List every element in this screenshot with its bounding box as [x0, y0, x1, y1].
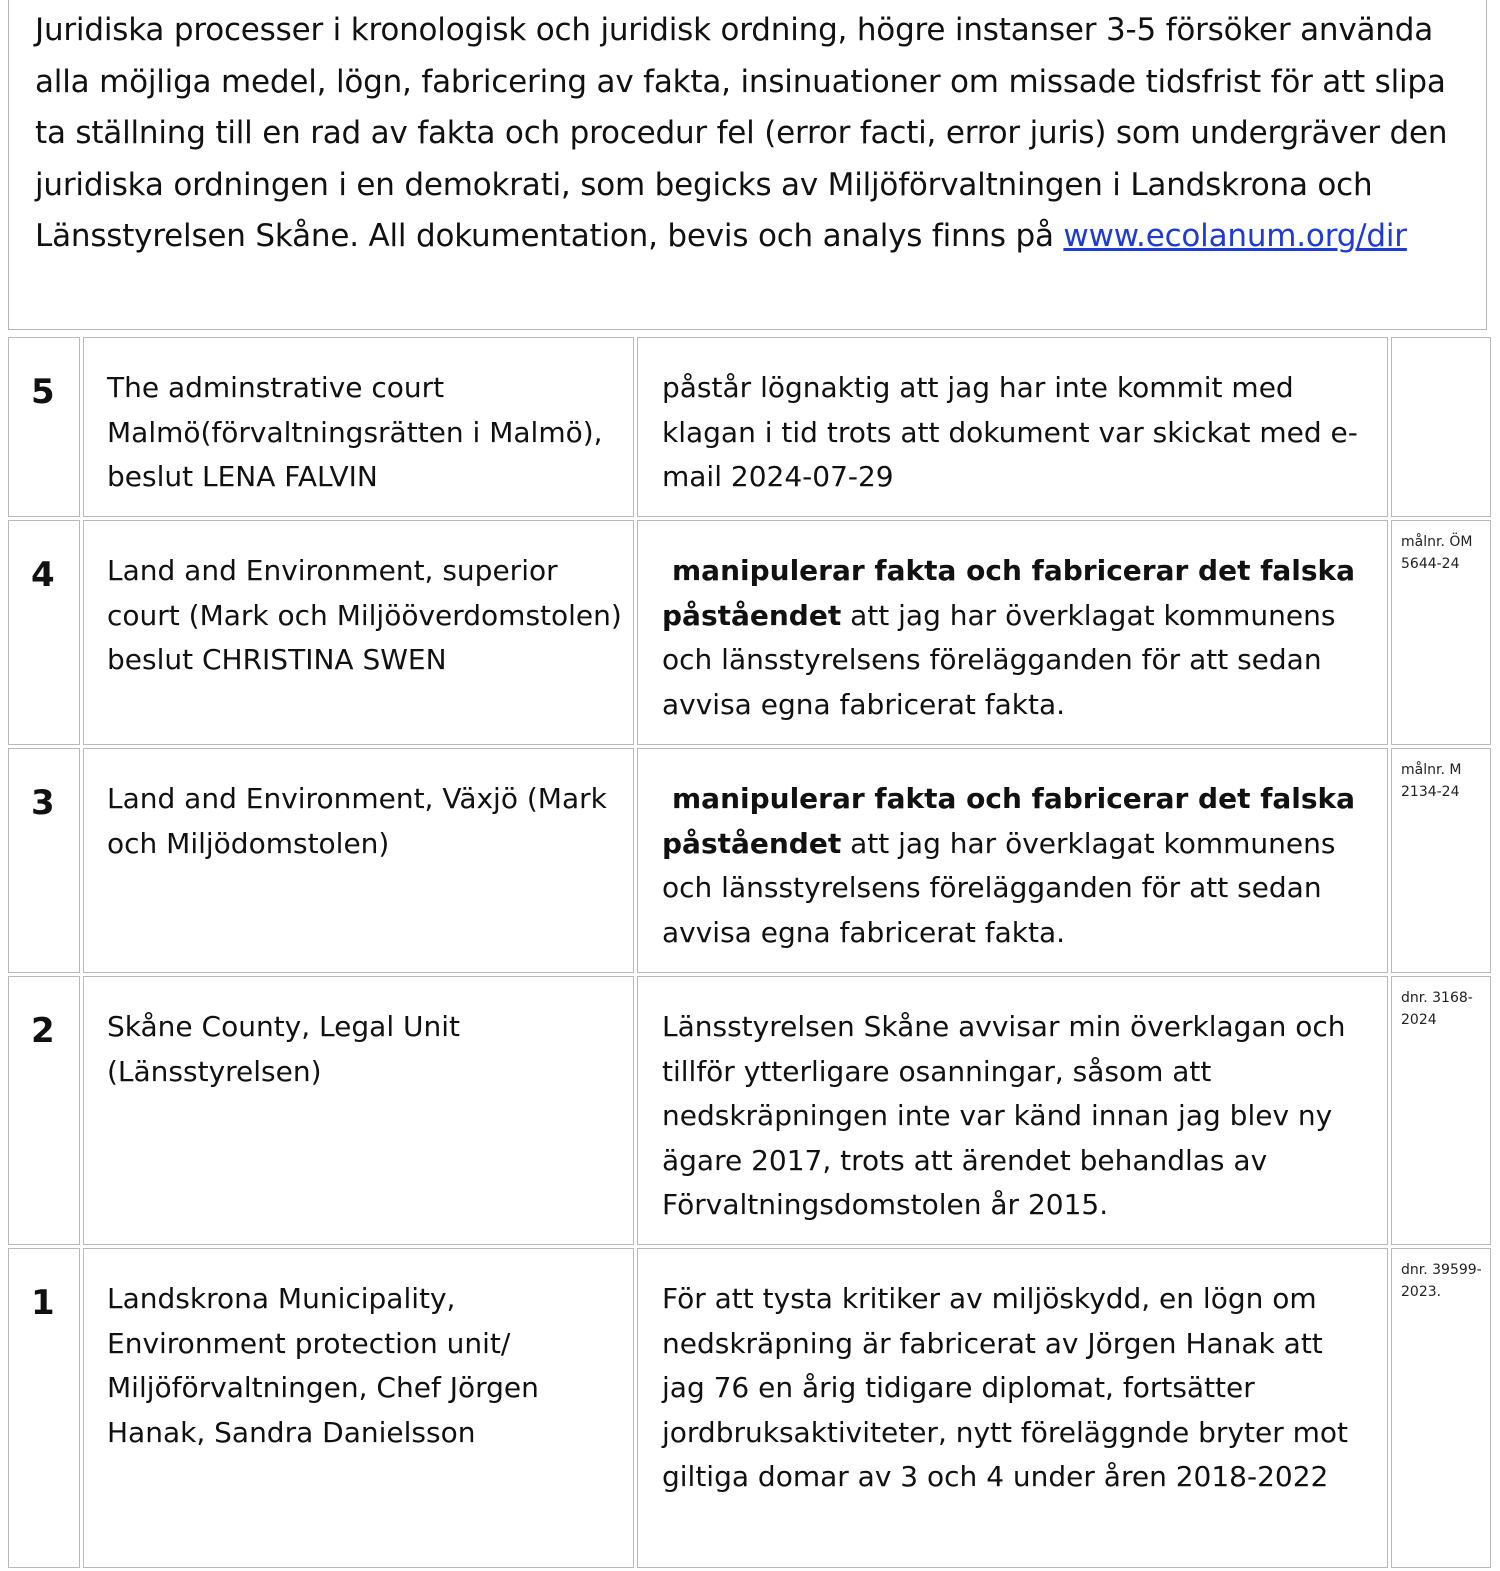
case-reference [1391, 337, 1491, 517]
case-reference: målnr. M 2134-24 [1391, 748, 1491, 973]
description-text: att jag har överklagat kommunens och länsstyrelsens förelägganden för att sedan avvisa egna fabricerat fakta. [662, 598, 1336, 721]
description-text: Länsstyrelsen Skåne avvisar min överklagan och tillför ytterligare osanningar, såsom att nedskräpningen inte var känd innan jag blev ny ägare 2017, trots att ärendet behandlas av Förvaltningsdomstolen år 2015. [662, 1010, 1346, 1221]
instance-name: Land and Environment, superior court (Mark och Miljööverdomstolen) beslut CHRISTINA SWEN [83, 520, 634, 745]
instance-number: 4 [8, 520, 80, 745]
instance-name: Landskrona Municipality, Environment protection unit/ Miljöförvaltningen, Chef Jörgen Hanak, Sandra Danielsson [83, 1248, 634, 1568]
process-table [5, 334, 1494, 1571]
table-row [8, 1248, 1491, 1568]
instance-description [637, 1248, 1388, 1568]
intro-paragraph [8, 0, 1487, 330]
instance-name: Skåne County, Legal Unit (Länsstyrelsen) [83, 976, 634, 1245]
description-bold: manipulerar fakta och fabricerar det falska påståendet [662, 554, 1356, 632]
instance-description [637, 748, 1388, 973]
instance-description [637, 337, 1388, 517]
table-row [8, 520, 1491, 745]
description-text: att jag har överklagat kommunens och länsstyrelsens förelägganden för att sedan avvisa egna fabricerat fakta. [662, 826, 1336, 949]
instance-number: 1 [8, 1248, 80, 1568]
description-bold: manipulerar fakta och fabricerar det falska påståendet [662, 782, 1356, 860]
instance-number: 2 [8, 976, 80, 1245]
description-text: påstår lögnaktig att jag har inte kommit med klagan i tid trots att dokument var skickat med e-mail 2024-07-29 [662, 371, 1358, 493]
instance-description [637, 976, 1388, 1245]
description-text: För att tysta kritiker av miljöskydd, en lögn om nedskräpning är fabricerat av Jörgen Hanak att jag 76 en årig tidigare diplomat, fortsätter jordbruksaktiviteter, nytt föreläggnde bryter mot giltiga domar av 3 och 4 under åren 2018-2022 [662, 1282, 1349, 1493]
case-reference: dnr. 3168-2024 [1391, 976, 1491, 1245]
table-row [8, 976, 1491, 1245]
instance-number: 5 [8, 337, 80, 517]
instance-number: 3 [8, 748, 80, 973]
case-reference: dnr. 39599-2023. [1391, 1248, 1491, 1568]
case-reference: målnr. ÖM 5644-24 [1391, 520, 1491, 745]
instance-description [637, 520, 1388, 745]
table-row [8, 337, 1491, 517]
intro-text: Juridiska processer i kronologisk och juridisk ordning, högre instanser 3-5 försöker använda alla möjliga medel, lögn, fabricering av fakta, insinuationer om missade tidsfrist för att slipa ta ställning till en rad av fakta och procedur fel (error facti, error juris) som undergräver den juridiska ordningen i en demokrati, som begicks av Miljöförvaltningen i Landskrona och Länsstyrelsen Skåne. All dokumentation, bevis och analys finns på [35, 12, 1448, 255]
instance-name: Land and Environment, Växjö (Mark och Miljödomstolen) [83, 748, 634, 973]
instance-name: The adminstrative court Malmö(förvaltningsrätten i Malmö), beslut LENA FALVIN [83, 337, 634, 517]
ecolanum-link[interactable]: www.ecolanum.org/dir [1063, 218, 1407, 255]
table-row [8, 748, 1491, 973]
